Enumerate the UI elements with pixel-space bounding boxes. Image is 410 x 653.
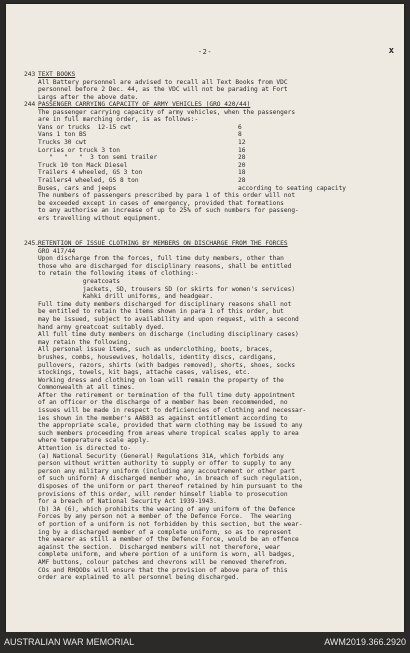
text-line: to any authorise an increase of up to 25% of such numbers for passeng- bbox=[38, 207, 299, 215]
vehicle-row bbox=[38, 185, 368, 193]
text-line: Attention is directed to- bbox=[38, 445, 132, 453]
vehicle-capacity: 6 bbox=[238, 123, 242, 131]
text-line: Forces by any person not a member of the Defence Force. The wearing bbox=[38, 513, 292, 521]
text-line: Kahki drill uniforms, and headgear. bbox=[38, 293, 214, 301]
text-line: personnel before 2 Dec. 44, as the VDC will not be parading at Fort bbox=[38, 86, 288, 94]
text-line: The numbers of passengers prescribed by para 1 of this order will not bbox=[38, 192, 296, 200]
text-line: brushes, combs, housewives, holdalls, identity discs, cardigans, bbox=[38, 353, 277, 361]
order-body bbox=[38, 255, 306, 582]
order-heading: PASSENGER CARRYING CAPACITY OF ARMY VEHICLES (GRO 420/44) bbox=[38, 101, 251, 108]
text-line: All full time duty members on discharge (including disciplinary cases) bbox=[38, 331, 299, 339]
text-line: All Battery personnel are advised to recall all Text Books from VDC bbox=[38, 78, 288, 86]
text-line: of portion of a uniform is not forbidden by this section, but the wear- bbox=[38, 520, 303, 528]
order-number: 243 bbox=[24, 71, 36, 78]
text-line: hand army greatcoat suitably dyed. bbox=[38, 323, 165, 331]
text-line: issues will be made in respect to deficiencies of clothing and necessar- bbox=[38, 407, 307, 415]
text-line: Largs after the above date. bbox=[38, 93, 139, 101]
order-number: 244 bbox=[24, 101, 36, 108]
text-line: ies shown in the member's AAB83 as against entitlement according to bbox=[38, 414, 288, 422]
text-line: are in full marching order, is as follows:- bbox=[38, 116, 199, 124]
order-body bbox=[38, 79, 288, 102]
vehicle-type: Vans or trucks 12-15 cwt bbox=[38, 123, 132, 131]
order-intro bbox=[38, 109, 368, 124]
text-line: against the section. Discharged members will not therefore, wear bbox=[38, 543, 281, 551]
vehicle-type: " " " 3 ton semi trailer bbox=[38, 154, 158, 162]
text-line: person without written authority to supply or offer to supply to any bbox=[38, 460, 292, 468]
order-number: 245. bbox=[24, 240, 39, 247]
vehicle-row bbox=[38, 139, 368, 147]
vehicle-type: Vans 1 ton BS bbox=[38, 131, 87, 139]
text-line: COs and RHQODs will ensure that the provision of above para of this bbox=[38, 566, 288, 574]
text-line: ing by a discharged member of a complete uniform, so as to represent bbox=[38, 528, 292, 536]
text-line: complete uniform, and where portion of a uniform is worn, all badges, bbox=[38, 551, 296, 559]
text-line: person any military uniform (including any accoutrement or other part bbox=[38, 467, 296, 475]
vehicle-row bbox=[38, 177, 368, 185]
vehicle-capacity: 18 bbox=[238, 169, 246, 177]
text-line: Upon discharge from the forces, full time duty members, other than bbox=[38, 255, 284, 263]
vehicle-capacity: 28 bbox=[238, 154, 246, 162]
text-line: All personal issue items, such as underclothing, boots, braces, bbox=[38, 346, 273, 354]
text-line: stockings, towels, kit bags, attache cases, valises, etc. bbox=[38, 369, 251, 377]
vehicle-capacity: 28 bbox=[238, 176, 246, 184]
document-page bbox=[6, 4, 404, 632]
text-line: may be issued, subject to availability and upon request, with a second bbox=[38, 315, 299, 323]
vehicle-capacity: according to seating capacity bbox=[238, 184, 347, 192]
page-number: -2- bbox=[197, 48, 213, 56]
vehicle-row bbox=[38, 154, 368, 162]
text-line: Full time duty members discharged for disciplinary reasons shall not bbox=[38, 300, 292, 308]
text-line: pullovers, razors, shirts (with badges removed), shorts, shoes, socks bbox=[38, 361, 296, 369]
vehicle-row bbox=[38, 124, 368, 132]
text-line: be exceeded except in cases of emergency, provided that formations bbox=[38, 199, 284, 207]
text-line: the appropriate scale, provided that warm clothing may be issued to any bbox=[38, 422, 303, 430]
vehicle-type: Trucks 30 cwt bbox=[38, 138, 87, 146]
text-line: Working dress and clothing on loan will remain the property of the bbox=[38, 376, 284, 384]
order-subheading: GRO 417/44 bbox=[38, 247, 76, 255]
text-line: of such uniform) A discharged member who, in breach of such regulation, bbox=[38, 475, 303, 483]
order-outro bbox=[38, 192, 368, 222]
vehicle-capacity-table bbox=[38, 124, 368, 192]
vehicle-type: Truck 10 ton Mack Diesel bbox=[38, 161, 128, 169]
text-line: (b) 3A (6), which prohibits the wearing of any uniform of the Defence bbox=[38, 505, 296, 513]
text-line: be entitled to retain the items shown in para 1 of this order, but bbox=[38, 308, 284, 316]
vehicle-type: Trailers 4 wheeled, GS 3 ton bbox=[38, 169, 143, 177]
margin-mark: x bbox=[388, 46, 394, 56]
text-line: those who are discharged for disciplinary reasons, shall be entitled bbox=[38, 262, 292, 270]
text-line: disposes of the uniform or part thereof retained by him pursuant to the bbox=[38, 483, 303, 490]
text-line: jackets, SD, trousers SD (or skirts for women's services) bbox=[38, 285, 296, 293]
text-line: ers travelling without equipment. bbox=[38, 214, 161, 222]
text-line: The passenger carrying capacity of army vehicles, when the passengers bbox=[38, 108, 296, 116]
order-244 bbox=[24, 101, 368, 223]
text-line: (a) National Security (General) Regulations 31A, which forbids any bbox=[38, 452, 284, 460]
vehicle-row bbox=[38, 162, 368, 170]
vehicle-row bbox=[38, 169, 368, 177]
footer-accession-number: AWM2019.366.2920 bbox=[324, 637, 406, 647]
text-line: where temperature scale apply. bbox=[38, 437, 150, 445]
order-245 bbox=[24, 240, 307, 582]
vehicle-type: Trailers4 wheeled, GS 8 ton bbox=[38, 176, 139, 184]
vehicle-capacity: 20 bbox=[238, 161, 246, 169]
order-243 bbox=[24, 71, 288, 101]
text-line: for a breach of National Security Act 1939-1943. bbox=[38, 498, 217, 506]
vehicle-capacity: 8 bbox=[238, 131, 242, 139]
text-line: to retain the following items of clothing:- bbox=[38, 270, 199, 278]
vehicle-type: Buses, cars and jeeps bbox=[38, 184, 117, 192]
text-line: order are explained to all personnel being discharged. bbox=[38, 574, 240, 582]
vehicle-capacity: 12 bbox=[238, 138, 246, 146]
text-line: Commonwealth at all times. bbox=[38, 384, 135, 392]
text-line: After the retirement or termination of the full time duty appointment bbox=[38, 391, 296, 399]
order-heading: RETENTION OF ISSUE CLOTHING BY MEMBERS ON DISCHARGE FROM THE FORCES bbox=[38, 240, 288, 247]
vehicle-row bbox=[38, 131, 368, 139]
text-line: AMF buttons, colour patches and chevrons will be removed therefrom. bbox=[38, 558, 288, 566]
vehicle-row bbox=[38, 147, 368, 155]
text-line: provisions of this order, will render himself liable to prosecution bbox=[38, 490, 288, 498]
vehicle-type: Lorries or truck 3 ton bbox=[38, 146, 120, 154]
archive-footer bbox=[0, 632, 410, 653]
vehicle-capacity: 16 bbox=[238, 146, 246, 154]
footer-institution: AUSTRALIAN WAR MEMORIAL bbox=[4, 637, 135, 647]
order-heading: TEXT BOOKS bbox=[38, 71, 76, 78]
text-line: greatcoats bbox=[38, 277, 120, 285]
text-line: such members proceeding from areas where tropical scales apply to area bbox=[38, 429, 299, 437]
text-line: may retain the following. bbox=[38, 338, 132, 346]
text-line: of an officer or the discharge of a member has been recommended, no bbox=[38, 399, 288, 407]
text-line: the wearer as still a member of the Defence Force, would be an offence bbox=[38, 536, 299, 544]
